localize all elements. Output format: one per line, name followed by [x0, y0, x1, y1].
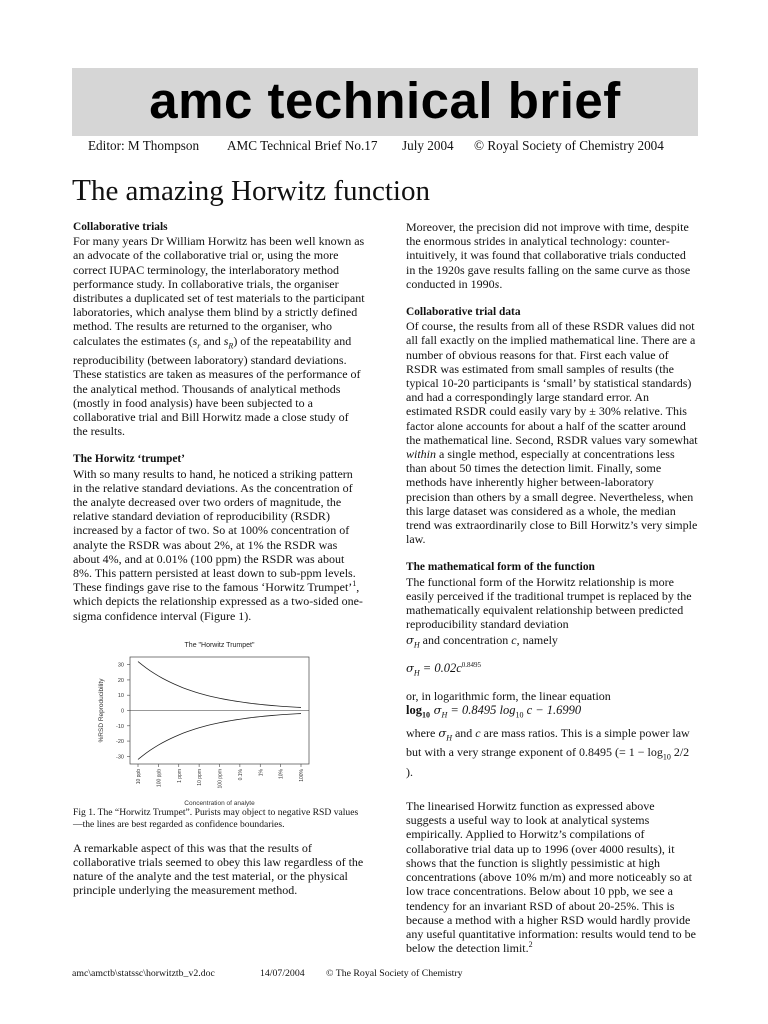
collab-heading: Collaborative trials — [73, 221, 168, 233]
trumpet-paragraph — [73, 467, 365, 623]
collab-and: and — [200, 333, 224, 348]
math-text-a: The functional form of the Horwitz relationship is more easily perceived if the traditional trumpet is replaced by the mathematically equivalent relationship between predicted reproducibility standard deviation — [406, 574, 692, 632]
x-axis-label: Concentration of analyte — [184, 799, 255, 807]
math-namely: , namely — [516, 633, 558, 648]
y-tick-label: 10 — [117, 693, 124, 700]
x-tick-label: 1 ppm — [176, 768, 183, 783]
equation-log-form: $\log_{10} \sigma_H = 0.8495$ $\log_{10} c - 1.6990$ — [406, 702, 582, 720]
brief-number: AMC Technical Brief No.17 — [227, 138, 378, 153]
data-text-a: Of course, the results from all of these RSDR values did not all fall exactly on the implied mathematical line. There are a number of obvious reasons for that. First each value of RSDR was estimated from small samples of results (the typical 10-20 participants is ‘small’ by statistical standards) and had a correspondingly large standard error. An estimated RSDR could easily vary by ± 30% relative. This factor alone accounts for about a half of the scatter around the mathematical line. Second, RSDR values vary somewhat — [406, 319, 698, 447]
linearised-paragraph — [406, 799, 698, 955]
equation-power-law: $\sigma_H = 0.02c^{0.8495}$ — [406, 660, 481, 678]
chart-title: The "Horwitz Trumpet" — [184, 641, 255, 649]
math-line — [406, 633, 698, 653]
moreover-text: Moreover, the precision did not improve with time, despite the enormous strides in analytical technology: counter-intuitively, it was found that collaborative trials conducted in the 1920s gave results falling on the same curve as those conducted in 1990 — [406, 220, 691, 291]
y-tick-label: 20 — [117, 677, 124, 684]
figure-caption: Fig 1. The “Horwitz Trumpet”. Purists may object to negative RSD values—the lines are best regarded as confidence boundaries. — [73, 806, 359, 830]
y-tick-label: 30 — [117, 662, 124, 669]
log-intro: or, in logarithmic form, the linear equation — [406, 688, 611, 703]
trumpet-text-b: , which depicts the relationship expressed as a two-sided one-sigma confidence interval (Figure 1). — [73, 580, 363, 623]
moreover-paragraph — [406, 220, 698, 291]
sr-symbol: $s_r$ — [192, 333, 201, 351]
masthead-title: amc technical brief — [149, 72, 621, 129]
article-title — [72, 170, 430, 211]
data-within: within — [406, 447, 437, 462]
sigma-sub: H — [413, 640, 420, 650]
math-heading: The mathematical form of the function — [406, 561, 595, 574]
left-column — [73, 220, 365, 898]
sigma-symbol: σ — [406, 633, 414, 648]
data-paragraph — [406, 319, 698, 546]
footer-copyright: © The Royal Society of Chemistry — [326, 968, 463, 979]
lower-trumpet-line — [138, 713, 301, 759]
remarkable-paragraph: A remarkable aspect of this was that the results of collaborative trials seemed to obey this law regardless of the nature of the analyte and the test material, or the physical principle underlying the measurement method. — [73, 840, 364, 898]
title-initial: T — [72, 172, 91, 207]
right-column — [406, 220, 698, 955]
moreover-s: s — [494, 276, 500, 291]
collab-text-b: ) of the repeatability and reproducibility (between laboratory) standard deviations. These statistics are taken as measures of the performance of the analytical method. Thousands of analytical methods (mostly in food analysis) have been subjected to a collaborative trial and Bill Horwitz made a close study of the results. — [73, 333, 361, 439]
issue-date: July 2004 — [402, 138, 454, 153]
c-symbol: c — [511, 633, 517, 648]
footer-date: 14/07/2004 — [260, 968, 305, 979]
linearised-text: The linearised Horwitz function as expressed above suggests a useful way to look at analytical systems empirically. Applied to Horwitz’s compilations of collaborative trial data up to 1996 (over 4000 results), it shows that the function is slightly pessimistic at high concentrations (above 10% m/m) and more noticeably so at low trace concentrations. Below about 10 ppb, we see a tendency for an invariant RSD of about 20-25%. This is because a method with a higher RSD would hardly provide any useful quantitative information: results would tend to be below the detection limit. — [406, 799, 696, 956]
reference-2[interactable]: 2 — [528, 940, 533, 950]
copyright-notice: © Royal Society of Chemistry 2004 — [474, 138, 664, 153]
x-tick-label: 100 ppb — [156, 768, 163, 787]
sR-symbol: $s_R$ — [223, 333, 234, 351]
x-tick-label: 10% — [278, 768, 285, 779]
y-tick-label: -20 — [116, 738, 124, 745]
math-conc: and concentration — [419, 633, 512, 648]
y-axis-label: %RSD Reproducibility — [98, 678, 105, 743]
trumpet-heading: The Horwitz ‘trumpet’ — [73, 453, 185, 466]
data-heading: Collaborative trial data — [406, 306, 521, 319]
y-tick-label: -10 — [116, 723, 124, 730]
x-tick-label: 10 ppm — [197, 768, 204, 786]
masthead-banner — [72, 68, 698, 136]
upper-trumpet-line — [138, 661, 301, 707]
horwitz-trumpet-chart — [73, 637, 365, 807]
x-tick-label: 100 ppm — [217, 768, 224, 789]
title-text: he amazing Horwitz function — [90, 175, 430, 207]
x-tick-label: 1% — [258, 768, 265, 777]
y-tick-label: -30 — [116, 754, 124, 761]
collab-paragraph — [73, 234, 365, 438]
data-text-b: a single method, especially at concentrations less than about 50 times the detection limit. Finally, some methods have inherently higher between-laboratory precision than others by a small degree. Nevertheless, when this large dataset was considered as a whole, the median trend was extraordinarily close to Bill Horwitz’s very simple law. — [406, 447, 698, 547]
trumpet-text-a: With so many results to hand, he noticed a striking pattern in the relative standard deviations. As the concentration of the analyte decreased over two orders of magnitude, the relative standard deviation of reproducibility (RSDR) increased by a factor of two. So at 100% concentration of analyte the RSDR was about 2%, at 1% the RSDR was about 4%, and at 0.01% (100 ppm) the RSDR was about 8%. This pattern persisted at least down to sub-ppm levels. These findings gave rise to the famous ‘Horwitz Trumpet’ — [73, 466, 356, 595]
reference-1[interactable]: 1 — [352, 579, 357, 589]
where-paragraph: where $\sigma_H$ and c are mass ratios. This is a simple power law but with a very strange exponent of 0.8495 (= $1 - \log_{10} 2/2$ ). — [406, 725, 690, 779]
editor-credit: Editor: M Thompson — [88, 138, 200, 153]
moreover-end: . — [499, 276, 503, 291]
x-tick-label: 10 ppb — [136, 768, 142, 785]
math-paragraph — [406, 575, 698, 632]
collab-text-a: For many years Dr William Horwitz has been well known as an advocate of the collaborative trial or, using the more correct IUPAC terminology, the interlaboratory method performance study. In collaborative trials, the organiser distributes a duplicated set of test materials to the participant laboratories, which analyse them blind by a strictly defined method. The results are returned to the organiser, who calculates the estimates ( — [73, 234, 365, 348]
y-tick-label: 0 — [120, 708, 124, 715]
horwitz-trumpet-figure — [73, 637, 365, 807]
x-tick-label: 0.1% — [237, 768, 244, 781]
footer-file-path: amc\amctb\statssc\horwitztb_v2.doc — [72, 968, 215, 979]
x-tick-label: 100% — [299, 768, 305, 782]
